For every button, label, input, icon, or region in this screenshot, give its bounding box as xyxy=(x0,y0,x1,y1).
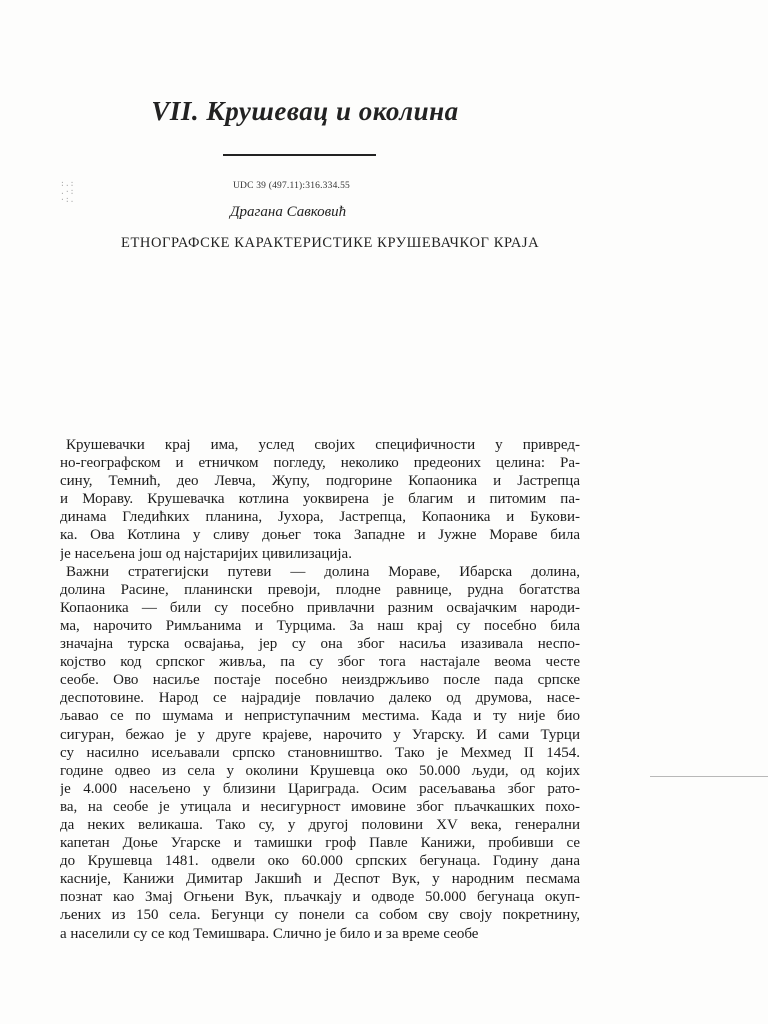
text-line: којство код српског живља, па су због тога настајале веома честе xyxy=(60,654,580,671)
author-name: Драгана Савковић xyxy=(230,204,347,220)
text-line: љених из 150 села. Бегунци су понели са собом сву своју покретнину, xyxy=(60,907,580,924)
text-line: сеобе. Ово насиље постаје посебно неиздржљиво после пада српске xyxy=(60,672,580,689)
text-line: долина Расине, планински превоји, плодне равнице, рудна богатства xyxy=(60,581,580,598)
text-line: и Мораву. Крушевачка котлина уоквирена је благим и питомим па- xyxy=(60,491,580,508)
text-line: је насељена још од најстаријих цивилизација. xyxy=(60,545,352,562)
text-line: но-географском и етничком погледу, неколико предеоних целина: Ра- xyxy=(60,455,580,472)
text-line: сигуран, бежао је у друге крајеве, нарочито у Угарску. И сами Турци xyxy=(60,726,580,743)
text-line: динама Гледићких планина, Јухора, Јастрепца, Копаоника и Букови- xyxy=(60,509,580,526)
text-line: до Крушевца 1481. одвели око 60.000 српских бегунаца. Годину дана xyxy=(60,853,580,870)
text-line: да неких великаша. Тако су, у другој половини XV века, генерални xyxy=(60,816,580,833)
text-line: значајна турска освајања, јер су она због насиља изазивала неспо- xyxy=(60,636,580,653)
text-line: љавао се по шумама и неприступачним местима. Када и ту није био xyxy=(60,708,580,725)
text-line: познат као Змај Огњени Вук, пљачкају и одводе 50.000 бегунаца окуп- xyxy=(60,889,580,906)
scan-edge-line xyxy=(650,776,768,777)
text-line: касније, Канижи Димитар Јакшић и Деспот Вук, у народним песмама xyxy=(60,871,580,888)
udc-code: UDC 39 (497.11):316.334.55 xyxy=(233,181,350,191)
scan-margin-marks: :.: .·: ·:. xyxy=(60,179,75,204)
article-body xyxy=(60,436,580,943)
text-line: деспотовине. Народ се најрадије повлачио далеко од друмова, насе- xyxy=(60,690,580,707)
text-line: је 4.000 насељено у близини Цариграда. Осим расељавања због рато- xyxy=(60,780,580,797)
text-line: године одвео из села у околини Крушевца око 50.000 људи, од којих xyxy=(60,762,580,779)
text-line: ва, на сеобе је утицала и несигурност имовине због пљачкашких похо- xyxy=(60,798,580,815)
text-line: капетан Доње Угарске и тамишки гроф Павле Канижи, пробивши се xyxy=(60,835,580,852)
title-divider xyxy=(223,154,376,156)
text-line: ка. Ова Котлина у сливу доњег тока Западне и Јужне Мораве била xyxy=(60,527,580,544)
text-line: Крушевачки крај има, услед својих специфичности у привред- xyxy=(66,437,580,453)
text-line: сину, Темнић, део Левча, Жупу, подгорине Копаоника и Јастрепца xyxy=(60,473,580,490)
text-line: ма, нарочито Римљанима и Турцима. За наш крај су посебно била xyxy=(60,617,580,634)
text-line: а населили су се код Темишвара. Слично је било и за време сеобе xyxy=(60,925,479,942)
text-line: Копаоника — били су посебно привлачни разним освајачким народи- xyxy=(60,599,580,616)
article-title: ЕТНОГРАФСКЕ КАРАКТЕРИСТИКЕ КРУШЕВАЧКОГ КРАЈА xyxy=(121,235,540,251)
text-line: су насилно исељавали српско становништво. Тако је Мехмед II 1454. xyxy=(60,744,580,761)
paragraph-2 xyxy=(60,563,580,943)
chapter-title: VII. Крушевац и околина xyxy=(151,96,459,126)
text-line: Важни стратегијски путеви — долина Мораве, Ибарска долина, xyxy=(66,563,580,580)
paragraph-1 xyxy=(60,436,580,563)
